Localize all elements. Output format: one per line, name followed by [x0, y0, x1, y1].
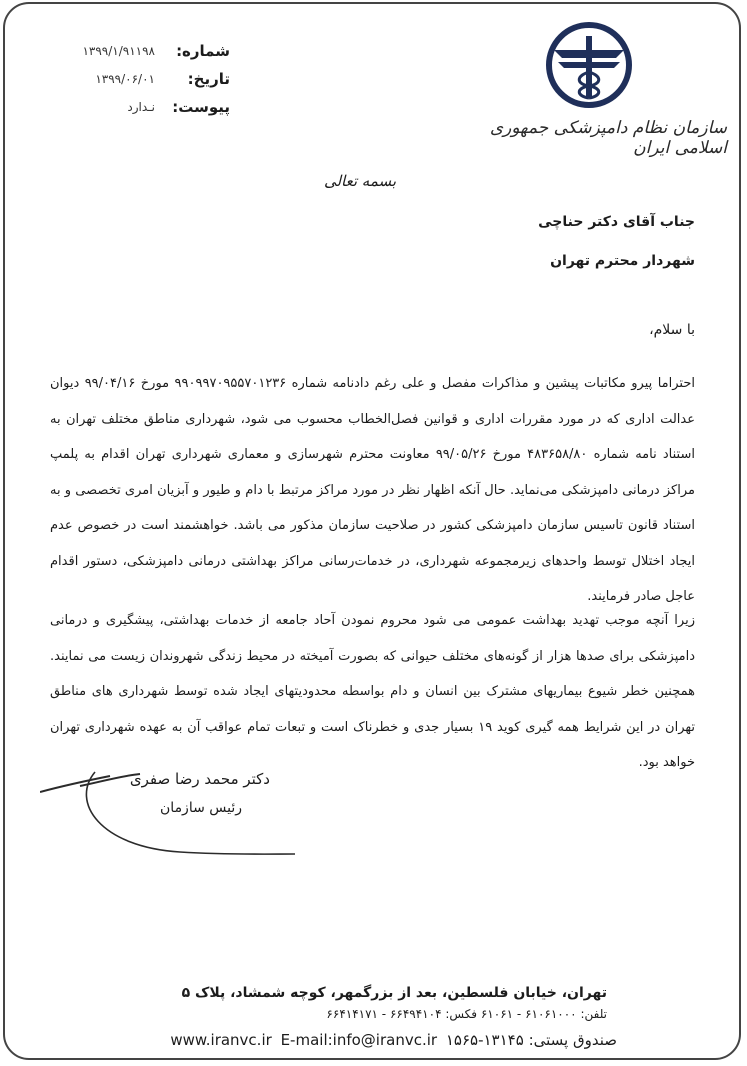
bismillah-heading: بسمه تعالی: [323, 172, 397, 190]
letter-meta: [60, 42, 230, 126]
date-value: ۱۳۹۹/۰۶/۰۱: [95, 72, 155, 86]
footer-website[interactable]: www.iranvc.ir: [170, 1031, 272, 1049]
salutation: با سلام،: [649, 322, 695, 338]
signature-block: [40, 762, 310, 862]
attachment-value: نـدارد: [127, 100, 155, 114]
footer-contact: [147, 985, 617, 1049]
footer-address: تهران، خیابان فلسطین، بعد از بزرگمهر، کوچه شمشاد، پلاک ۵: [181, 985, 607, 1001]
signatory-name: دکتر محمد رضا صفری: [129, 770, 270, 788]
footer-phones: تلفن: ۶۱۰۶۱۰۰۰ - ۶۱۰۶۱ فکس: ۶۶۴۹۴۱۰۴ - ۶۶۴۱۴۱۷۱: [326, 1007, 607, 1021]
organization-name: سازمان نظام دامپزشکی جمهوری اسلامی ایران: [489, 118, 727, 158]
signatory-title: رئیس سازمان: [160, 800, 242, 816]
number-label: شماره:: [176, 42, 230, 60]
number-value: ۱۳۹۹/۱/۹۱۱۹۸: [82, 44, 155, 58]
footer-email[interactable]: E-mail:info@iranvc.ir: [280, 1031, 438, 1049]
organization-header: [467, 22, 727, 158]
meta-row-date: [60, 70, 230, 98]
footer-bottom-line: [147, 1031, 617, 1049]
body-paragraph-1: احتراما پیرو مکاتبات پیشین و مذاکرات مفصل و علی رغم دادنامه شماره ۹۹۰۹۹۷۰۹۵۵۷۰۱۲۳۶ مورخ ۹۹/۰۴/۱۶ دیوان عدالت اداری که در مورد مقررات اداری و قوانین فصل‌الخطاب محسوب می شود، شهرداری مناطق مختلف تهران به استناد نامه شماره ۴۸۳۶۵۸/۸۰ مورخ ۹۹/۰۵/۲۶ معاونت محترم شهرسازی و معماری شهرداری تهران اقدام به پلمپ مراکز درمانی دامپزشکی می‌نماید. حال آنکه اظهار نظر در مورد مراکز مرتبط با دام و طیور و آبزیان امری تخصصی و به استناد قانون تاسیس سازمان دامپزشکی کشور در صلاحیت سازمان مذکور می باشد. خواهشمند است در خصوص عدم ایجاد اختلال توسط واحدهای زیرمجموعه شهرداری، در خدمات‌رسانی مراکز بهداشتی درمانی دامپزشکی، دستور اقدام عاجل صادر فرمایند.: [50, 376, 695, 604]
meta-row-number: [60, 42, 230, 70]
footer-po-box: صندوق پستی: ۱۳۱۴۵-۱۵۶۵: [445, 1031, 617, 1049]
attachment-label: پیوست:: [172, 98, 230, 116]
body-paragraph-2: زیرا آنچه موجب تهدید بهداشت عمومی می شود محروم نمودن آحاد جامعه از خدمات بهداشتی، پیشگیری و درمانی دامپزشکی برای صدها هزار از گونه‌های مختلف حیوانی که بصورت آمیخته در محیط زندگی شهروندان زیست می نمایند. همچنین خطر شیوع بیماریهای مشترک بین انسان و دام بواسطه محدودیتهای ایجاد شده توسط شهرداری های مناطق تهران در این شرایط همه گیری کوید ۱۹ بسیار جدی و خطرناک است و تبعات تمام عواقب آن به عهده شهرداری تهران خواهد بود.: [50, 613, 695, 770]
recipient-title: شهردار محترم تهران: [550, 253, 695, 269]
date-label: تاریخ:: [187, 70, 230, 88]
recipient-name: جناب آقای دکتر حناچی: [538, 214, 695, 230]
meta-row-attachment: [60, 98, 230, 126]
organization-logo-icon: [546, 22, 632, 108]
